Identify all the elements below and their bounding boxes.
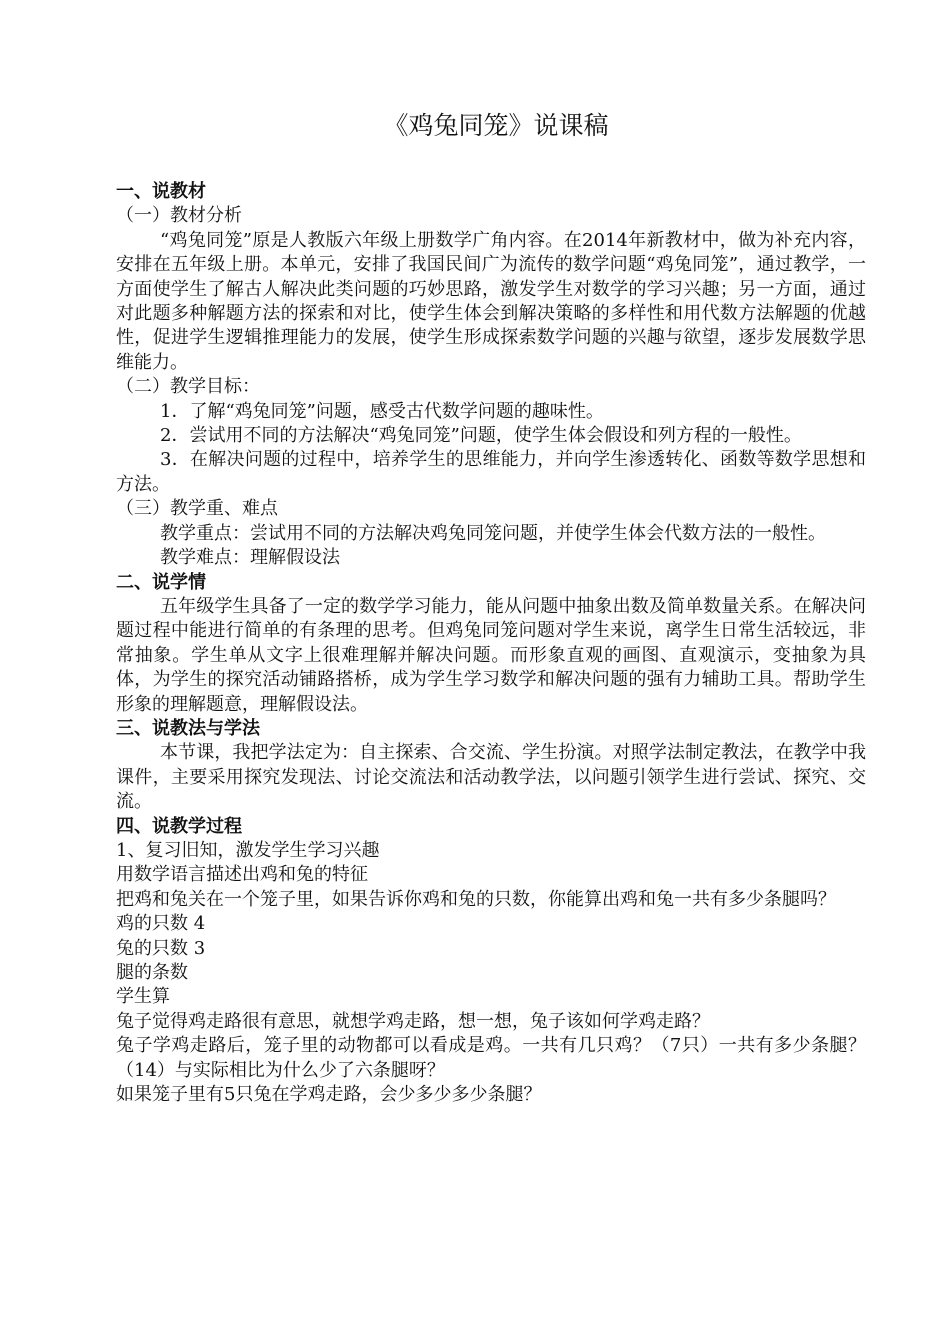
page-title: 《鸡兔同笼》说课稿 [383,111,609,140]
process-line-1: 1、复习旧知，激发学生学习兴趣 [116,839,380,861]
process-line-7: 学生算 [116,986,170,1008]
process-line-9: 兔子学鸡走路后，笼子里的动物都可以看成是鸡。一共有几只鸡？（7只）一共有多少条腿？（14）与实际相比为什么少了六条腿呀？ [116,1035,866,1081]
paragraph-methods: 本节课，我把学法定为：自主探索、合交流、学生扮演。对照学法制定教法，在教学中我课件，主要采用探究发现法、讨论交流法和活动教学法，以问题引领学生进行尝试、探究、交流。 [116,742,866,813]
section-heading-learners: 二、说学情 [116,571,206,593]
goal-item-1: 1．了解“鸡兔同笼”问题，感受古代数学问题的趣味性。 [160,400,604,422]
paragraph-key-point: 教学重点：尝试用不同的方法解决鸡兔同笼问题，并使学生体会代数方法的一般性。 [160,522,826,544]
goal-item-3: 3．在解决问题的过程中，培养学生的思维能力，并向学生渗透转化、函数等数学思想和方法。 [116,449,866,495]
process-line-2: 用数学语言描述出鸡和兔的特征 [116,864,368,886]
subheading-key-difficult: （三）教学重、难点 [116,498,278,520]
section-heading-textbook: 一、说教材 [116,181,206,202]
paragraph-material-analysis: “鸡兔同笼”原是人教版六年级上册数学广角内容。在2014年新教材中，做为补充内容，安排在五年级上册。本单元，安排了我国民间广为流传的数学问题“鸡兔同笼”，通过教学，一方面使学生了解古人解决此类问题的巧妙思路，激发学生对数学的学习兴趣；另一方面，通过对此题多种解题方法的探索和对比，使学生体会到解决策略的多样性和用代数方法解题的优越性，促进学生逻辑推理能力的发展，使学生形成探索数学问题的兴趣与欲望，逐步发展数学思维能力。 [116,229,866,373]
subheading-material-analysis: （一）教材分析 [116,205,242,227]
paragraph-learners: 五年级学生具备了一定的数学学习能力，能从问题中抽象出数及简单数量关系。在解决问题过程中能进行简单的有条理的思考。但鸡兔同笼问题对学生来说，离学生日常生活较远，非常抽象。学生单从文字上很难理解并解决问题。而形象直观的画图、直观演示，变抽象为具体，为学生的探究活动铺路搭桥，成为学生学习数学和解决问题的强有力辅助工具。帮助学生形象的理解题意，理解假设法。 [116,595,866,715]
process-line-5: 兔的只数 3 [116,937,206,959]
process-line-6: 腿的条数 [116,962,188,983]
process-line-4: 鸡的只数 4 [116,913,206,935]
section-heading-methods: 三、说教法与学法 [116,717,260,739]
goal-item-2: 2．尝试用不同的方法解决“鸡兔同笼”问题，使学生体会假设和列方程的一般性。 [160,425,802,447]
section-heading-process: 四、说教学过程 [116,815,242,837]
paragraph-difficult-point: 教学难点：理解假设法 [160,547,340,569]
subheading-teaching-goals: （二）教学目标： [116,376,260,398]
process-line-10: 如果笼子里有5只兔在学鸡走路，会少多少多少条腿？ [116,1084,542,1106]
process-line-3: 把鸡和兔关在一个笼子里，如果告诉你鸡和兔的只数，你能算出鸡和兔一共有多少条腿吗？ [116,888,836,910]
process-line-8: 兔子觉得鸡走路很有意思，就想学鸡走路，想一想，兔子该如何学鸡走路？ [116,1010,710,1032]
